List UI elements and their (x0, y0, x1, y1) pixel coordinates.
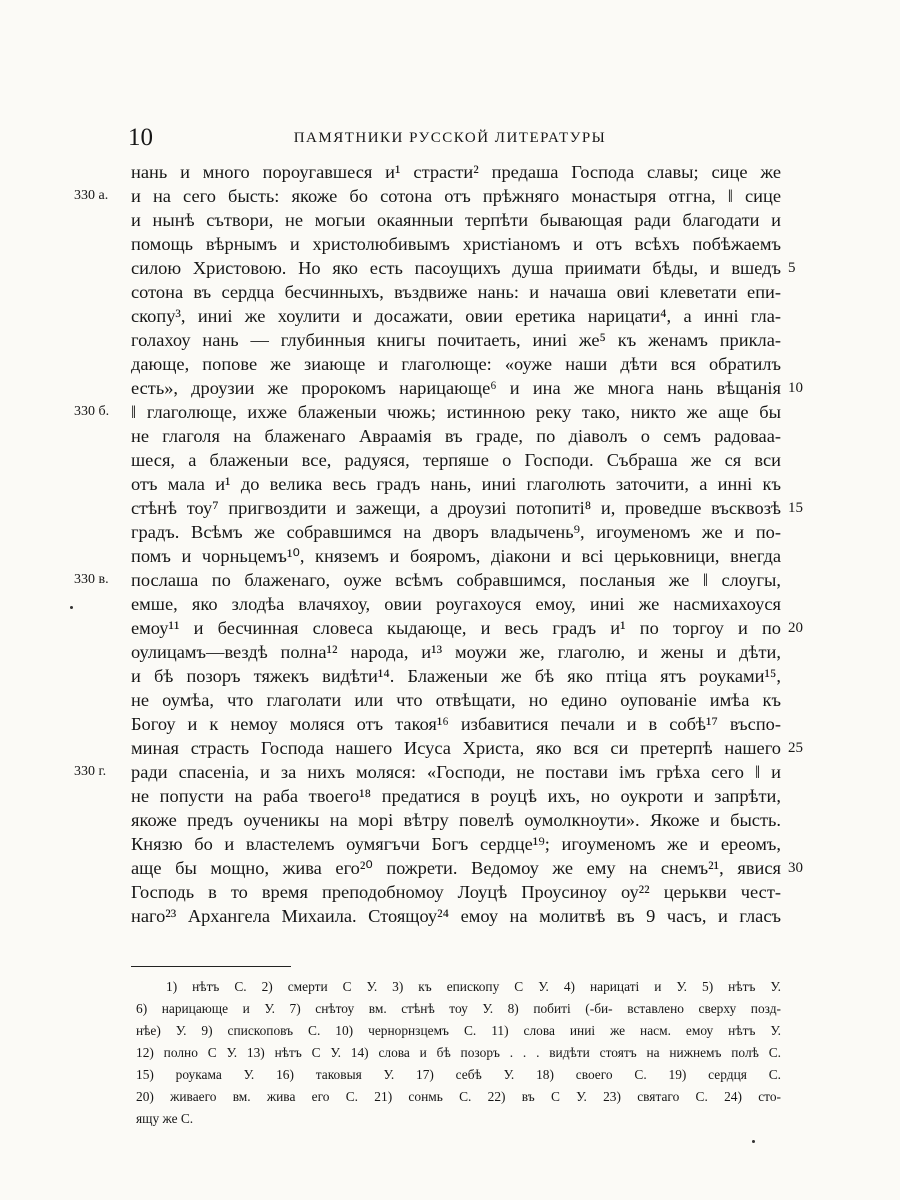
line-number: 5 (788, 260, 796, 276)
text-line: Князю бо и властелемъ оумягъчи Богъ сердце¹⁹; игоуменомъ же и ереомъ, (131, 834, 781, 854)
text-line: сотона въ сердца бесчинныхъ, въздвиже нань: и начаша овиі клеветати епи- (131, 282, 781, 302)
text-line: дающе, попове же зиающе и глаголюще: «оуже наши дѣти вся обратилъ (131, 354, 781, 374)
page-header (0, 124, 900, 154)
footnote-line: нѣе) У. 9) спископовъ С. 10) чернорнзцемъ С. 11) слова иниі же насм. емоу нѣтъ У. (136, 1023, 781, 1038)
line-number: 25 (788, 740, 803, 756)
line-number: 15 (788, 500, 803, 516)
text-line: не попусти на раба твоего¹⁸ предатися в роуцѣ ихъ, но оукроти и запрѣти, (131, 786, 781, 806)
folio-reference: 330 в. (74, 572, 109, 587)
text-line: и бѣ позоръ тяжекъ видѣти¹⁴. Блаженыи же бѣ яко птіца ятъ роуками¹⁵, (131, 666, 781, 686)
text-line: и на сего бысть: якоже бо сотона отъ прѣжняго монастыря отгна, ‖ сице (131, 186, 781, 206)
text-line: голахоу нань — глубинныя книгы почитаеть, иниі же⁵ къ женамъ прикла- (131, 330, 781, 350)
line-number: 30 (788, 860, 803, 876)
text-line: помощь вѣрнымъ и христолюбивымъ христіаномъ и отъ всѣхъ побѣжаемъ (131, 234, 781, 254)
text-line: ‖ глаголюще, ихже блаженыи чюжь; истинною реку тако, никто же аще бы (131, 402, 781, 422)
line-number: 10 (788, 380, 803, 396)
text-line: нань и много пороугавшеся и¹ страсти² предаша Господа славы; сице же (131, 162, 781, 182)
footnote-line: 15) роукама У. 16) таковыя У. 17) себѣ У. 18) своего С. 19) сердця С. (136, 1067, 781, 1082)
text-line: отъ мала и¹ до велика весь градъ нань, иниі глаголють заточити, а инні къ (131, 474, 781, 494)
text-line: и нынѣ сътвори, не могыи окаянныи терпѣти бывающая ради благодати и (131, 210, 781, 230)
footnotes (136, 976, 781, 1130)
ink-speck (752, 1140, 755, 1143)
footnote-line: 1) нѣтъ С. 2) смерти С У. 3) къ епископу С У. 4) нарицаті и У. 5) нѣтъ У. (166, 979, 781, 994)
running-head: ПАМЯТНИКИ РУССКОЙ ЛИТЕРАТУРЫ (293, 130, 607, 146)
folio-reference: 330 а. (74, 188, 109, 203)
text-line: ради спасеніа, и за нихъ моляся: «Господи, не постави імъ грѣха сего ‖ и (131, 762, 781, 782)
text-line: шеся, а блаженыи все, радуяся, терпяше о Господи. Събраша же ся вси (131, 450, 781, 470)
page-number: 10 (128, 124, 153, 151)
text-line: Господь в то время преподобномоу Лоуцѣ Проусиноу оу²² церькви чест- (131, 882, 781, 902)
text-line: помъ и чорньцемъ¹⁰, княземъ и бояромъ, діакони и всі церьковници, внегда (131, 546, 781, 566)
folio-reference: 330 г. (74, 764, 107, 779)
text-line: емоу¹¹ и бесчинная словеса кыдающе, и весь градъ и¹ по торгоу и по (131, 618, 781, 638)
text-line: скопу³, иниі же хоулити и досажати, овии еретика нарицати⁴, а инні гла- (131, 306, 781, 326)
text-line: стѣнѣ тоу⁷ пригвоздити и зажещи, а дроузиі потопиті⁸ и, проведше въсквозѣ (131, 498, 781, 518)
text-line: не глаголя на блаженаго Авраамія въ граде, по діаволъ о семъ радоваа- (131, 426, 781, 446)
text-line: Богоу и к немоу моляся отъ такоя¹⁶ избавитися печали и в собѣ¹⁷ въспо- (131, 714, 781, 734)
footnote-line: 6) нарицающе и У. 7) снѣтоу вм. стѣнѣ тоу У. 8) побиті (-би- вставлено сверху позд- (136, 1001, 781, 1016)
text-line: наго²³ Архангела Михаила. Стоящоу²⁴ емоу на молитвѣ въ 9 часъ, и гласъ (131, 906, 781, 926)
main-text (131, 160, 781, 928)
text-line: оулицамъ—вездѣ полна¹² народа, и¹³ моужи же, глаголю, и жены и дѣти, (131, 642, 781, 662)
text-line: не оумѣа, что глаголати или что отвѣщати, но едино оупованіе имѣа къ (131, 690, 781, 710)
footnote-line: 12) полно С У. 13) нѣтъ С У. 14) слова и бѣ позоръ . . . видѣти стоятъ на нижнемъ полѣ С. (136, 1045, 781, 1060)
text-line: емше, яко злодѣа влачяхоу, овии роугахоуся емоу, иниі же насмихахоуся (131, 594, 781, 614)
footnote-line: ящу же С. (136, 1111, 194, 1126)
text-line: послаша по блаженаго, оуже всѣмъ собравшимся, посланыя же ‖ слоугы, (131, 570, 781, 590)
text-line: силою Христовою. Но яко есть пасоущихъ душа приимати бѣды, и вшедъ (131, 258, 781, 278)
footnote-line: 20) живаего вм. жива его С. 21) сонмь С. 22) въ С У. 23) святаго С. 24) сто- (136, 1089, 781, 1104)
folio-reference: 330 б. (74, 404, 110, 419)
text-line: градъ. Всѣмъ же собравшимся на дворъ владычень⁹, игоуменомъ же и по- (131, 522, 781, 542)
line-number: 20 (788, 620, 803, 636)
ink-speck (70, 606, 73, 609)
footnote-separator (131, 966, 291, 967)
text-line: якоже предъ оученикы на морі вѣтру повелѣ оумолкноути». Якоже и бысть. (131, 810, 781, 830)
text-line: есть», дроузии же пророкомъ нарицающе⁶ и ина же многа нань вѣщанія (131, 378, 781, 398)
text-line: миная страсть Господа нашего Исуса Христа, яко вся си претерпѣ нашего (131, 738, 781, 758)
text-line: аще бы мощно, жива его²⁰ пожрети. Ведомоу же ему на снемъ²¹, явися (131, 858, 781, 878)
